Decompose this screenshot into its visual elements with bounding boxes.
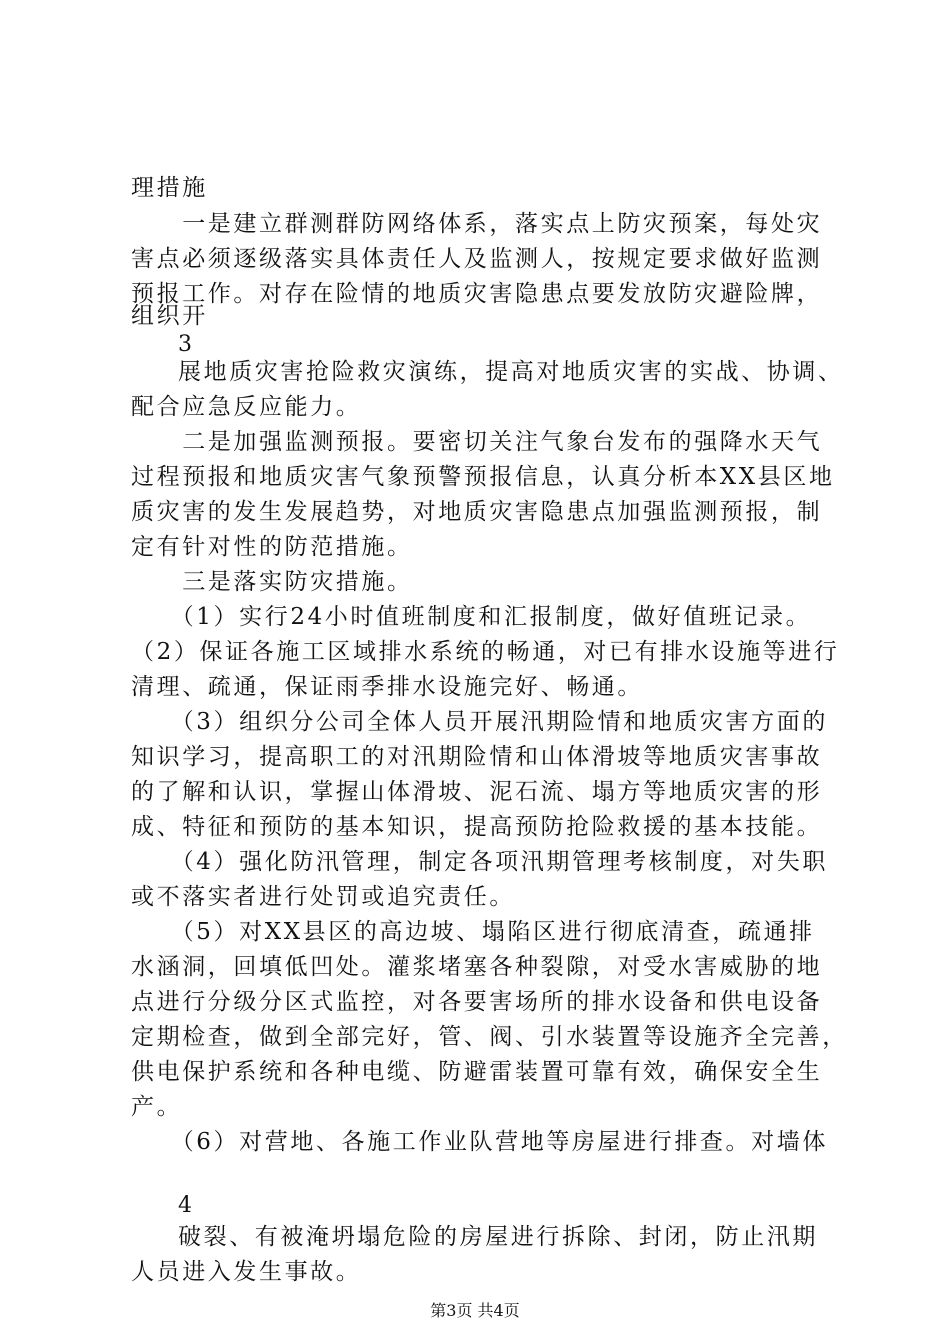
text-line: （2）保证各施工区域排水系统的畅通，对已有排水设施等进行 [131, 639, 840, 665]
text-line: 预报工作。对存在险情的地质灾害隐患点要发放防灾避险牌， [131, 281, 823, 307]
text-line: 清理、疏通，保证雨季排水设施完好、畅通。 [131, 674, 643, 700]
page-footer: 第3页 共4页 [430, 1301, 520, 1320]
text-line: 或不落实者进行处罚或追究责任。 [131, 884, 515, 910]
text-line: 的了解和认识，掌握山体滑坡、泥石流、塌方等地质灾害的形 [131, 779, 823, 805]
text-line: 三是落实防灾措施。 [131, 569, 413, 595]
text-line: 定有针对性的防范措施。 [131, 534, 413, 560]
text-line: 水涵洞，回填低凹处。灌浆堵塞各种裂隙，对受水害威胁的地 [131, 954, 823, 980]
text-line: （3）组织分公司全体人员开展汛期险情和地质灾害方面的 [131, 709, 828, 735]
text-line: 产。 [131, 1094, 183, 1120]
text-line: 展地质灾害抢险救灾演练，提高对地质灾害的实战、协调、 [178, 359, 844, 385]
text-line: 知识学习，提高职工的对汛期险情和山体滑坡等地质灾害事故 [131, 744, 823, 770]
text-line: （1）实行24小时值班制度和汇报制度，做好值班记录。 [131, 604, 812, 630]
text-line: 成、特征和预防的基本知识，提高预防抢险救援的基本技能。 [131, 814, 823, 840]
inline-page-number: 3 [178, 332, 192, 357]
text-line: （5）对XX县区的高边坡、塌陷区进行彻底清查，疏通排 [131, 919, 815, 945]
text-line: 定期检查，做到全部完好，管、阀、引水装置等设施齐全完善， [131, 1024, 848, 1050]
text-line: 害点必须逐级落实具体责任人及监测人，按规定要求做好监测 [131, 246, 823, 272]
text-line: 组织开 [131, 303, 208, 329]
text-line: 人员进入发生事故。 [131, 1259, 362, 1285]
text-line: （6）对营地、各施工作业队营地等房屋进行排查。对墙体 [131, 1129, 828, 1155]
text-line: 一是建立群测群防网络体系，落实点上防灾预案，每处灾 [131, 211, 823, 237]
text-line: 过程预报和地质灾害气象预警预报信息，认真分析本XX县区地 [131, 464, 835, 490]
text-line: 质灾害的发生发展趋势，对地质灾害隐患点加强监测预报，制 [131, 499, 823, 525]
text-line: 点进行分级分区式监控，对各要害场所的排水设备和供电设备 [131, 989, 823, 1015]
text-line: 配合应急反应能力。 [131, 394, 362, 420]
inline-page-number: 4 [178, 1193, 192, 1218]
text-line: 理措施 [131, 175, 208, 201]
text-line: 供电保护系统和各种电缆、防避雷装置可靠有效，确保安全生 [131, 1059, 823, 1085]
text-line: 二是加强监测预报。要密切关注气象台发布的强降水天气 [131, 429, 823, 455]
text-line: 破裂、有被淹坍塌危险的房屋进行拆除、封闭，防止汛期 [178, 1224, 818, 1250]
text-line: （4）强化防汛管理，制定各项汛期管理考核制度，对失职 [131, 849, 828, 875]
